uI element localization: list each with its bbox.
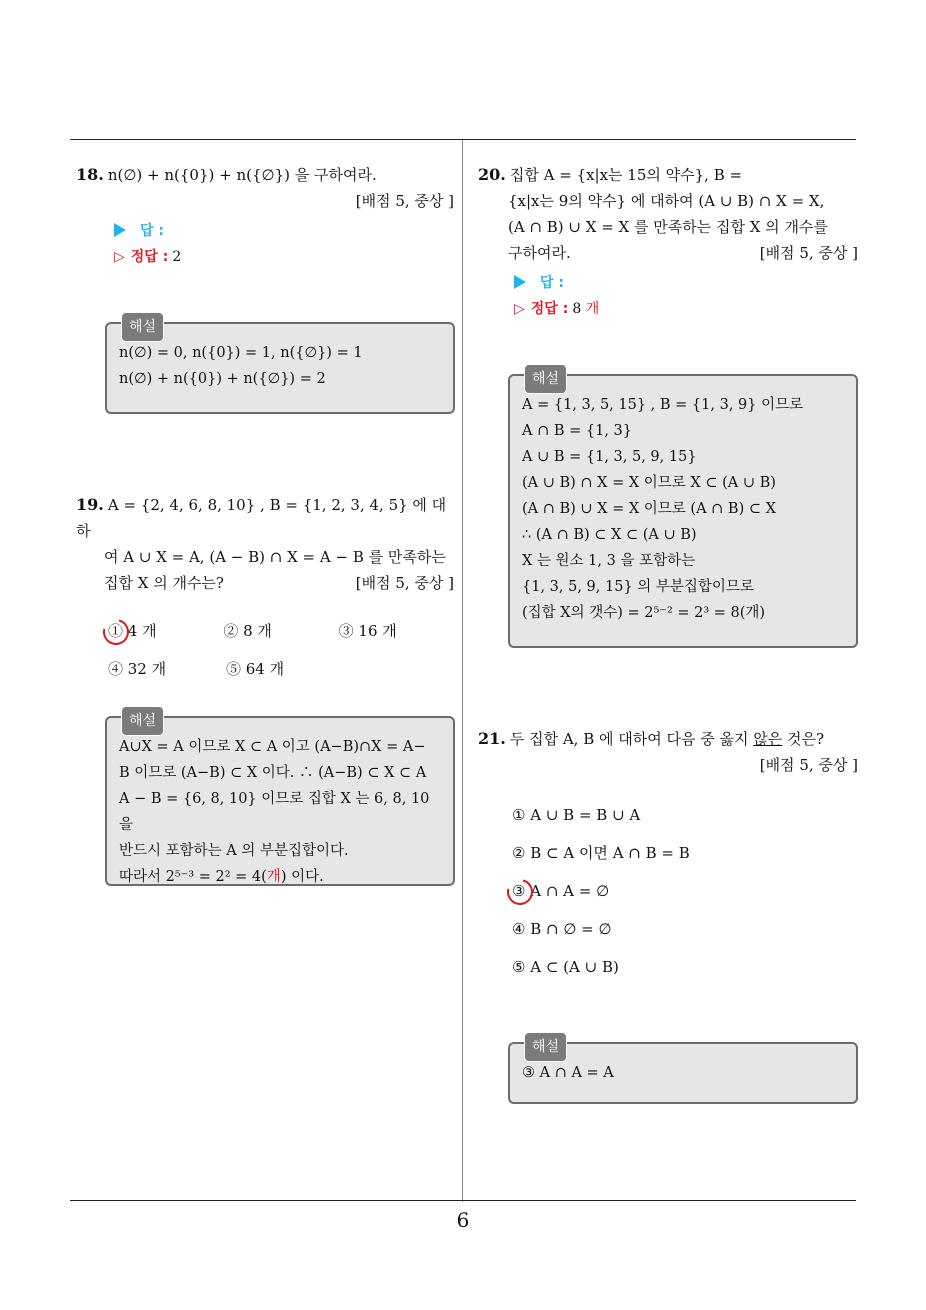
answer-line <box>514 270 858 296</box>
question-text: n(∅) + n({0}) + n({∅}) 을 구하여라. <box>107 166 377 184</box>
choice-3[interactable]: ③ A ∩ A = ∅ <box>512 878 609 904</box>
explanation-line: ∴ (A ∩ B) ⊂ X ⊂ (A ∪ B) <box>522 527 697 543</box>
question-text: {x|x는 9의 약수} 에 대하여 (A ∪ B) ∩ X = X, <box>508 192 825 210</box>
answer-label: 답 : <box>140 223 164 239</box>
choice-1[interactable]: ① A ∪ B = B ∪ A <box>512 806 641 824</box>
column-divider <box>462 140 463 1202</box>
play-icon <box>514 275 526 289</box>
explanation-box-19 <box>105 713 455 886</box>
correct-answer-line <box>114 244 454 270</box>
correct-label: 정답 : <box>530 301 569 317</box>
choice-2[interactable]: ② 8 개 <box>223 622 272 640</box>
question-20 <box>478 162 858 322</box>
correct-label: 정답 : <box>130 249 169 265</box>
explanation-line: (A ∪ B) ∩ X = X 이므로 X ⊂ (A ∪ B) <box>522 475 776 491</box>
answer-label: 답 : <box>540 275 564 291</box>
explanation-line: {1, 3, 5, 9, 15} 의 부분집합이므로 <box>522 579 754 595</box>
question-21 <box>478 726 858 992</box>
question-number: 18. <box>76 165 104 184</box>
explanation-line: (A ∩ B) ∪ X = X 이므로 (A ∩ B) ⊂ X <box>522 501 776 517</box>
play-icon <box>114 223 126 237</box>
explanation-line: 반드시 포함하는 A 의 부분집합이다. <box>119 843 349 859</box>
explanation-line: X 는 원소 1, 3 을 포함하는 <box>522 553 696 569</box>
question-18 <box>76 162 454 270</box>
explanation-tag: 해설 <box>524 1032 567 1062</box>
correct-value: 8 <box>572 301 582 317</box>
explanation-line: B 이므로 (A−B) ⊂ X 이다. ∴ (A−B) ⊂ X ⊂ A <box>119 765 427 781</box>
choice-4[interactable]: ④ B ∩ ∅ = ∅ <box>512 920 612 938</box>
choice-3[interactable]: ③ 16 개 <box>338 622 397 640</box>
correct-value: 2 <box>172 249 182 265</box>
explanation-line: A ∩ B = {1, 3} <box>522 423 632 439</box>
question-text: 집합 X 의 개수는? <box>104 574 224 592</box>
question-number: 19. <box>76 495 104 514</box>
explanation-line: A = {1, 3, 5, 15} , B = {1, 3, 9} 이므로 <box>522 397 804 413</box>
correct-unit: 개 <box>585 301 600 317</box>
selected-circle-mark <box>502 874 538 910</box>
explanation-line: 따라서 2⁵⁻³ = 2² = 4(개) 이다. <box>119 869 324 885</box>
explanation-line: ③ A ∩ A = A <box>522 1065 614 1081</box>
explanation-line: (집합 X의 갯수) = 2⁵⁻² = 2³ = 8(개) <box>522 605 766 621</box>
question-text-tail: 것은? <box>782 730 825 748</box>
question-number: 21. <box>478 729 506 748</box>
question-number: 20. <box>478 165 506 184</box>
explanation-line: A − B = {6, 8, 10} 이므로 집합 X 는 6, 8, 10 을 <box>119 791 430 833</box>
unit-highlight: 개 <box>266 869 281 885</box>
explanation-tag: 해설 <box>524 364 567 394</box>
choice-2[interactable]: ② B ⊂ A 이면 A ∩ B = B <box>512 844 690 862</box>
correct-answer-line <box>514 296 858 322</box>
top-rule <box>70 139 856 140</box>
question-meta: [배점 5, 중상 ] <box>759 756 858 774</box>
explanation-box-18 <box>105 319 455 414</box>
choice-list <box>512 802 858 992</box>
underlined-word: 않은 <box>753 730 783 748</box>
question-meta: [배점 5, 중상 ] <box>355 192 454 210</box>
choice-1[interactable]: ① 4 개 <box>108 618 157 644</box>
choice-4[interactable]: ④ 32 개 <box>108 660 167 678</box>
page-number: 6 <box>456 1208 470 1232</box>
question-text: 구하여라. <box>508 244 571 262</box>
explanation-line: n(∅) + n({0}) + n({∅}) = 2 <box>119 371 326 387</box>
question-19 <box>76 492 454 682</box>
question-text: A = {2, 4, 6, 8, 10} , B = {1, 2, 3, 4, 5} 에 대하 <box>76 496 447 540</box>
bottom-rule <box>70 1200 856 1201</box>
question-text: (A ∩ B) ∪ X = X 를 만족하는 집합 X 의 개수를 <box>508 218 828 236</box>
choice-row <box>108 656 454 682</box>
explanation-box-20 <box>508 371 858 648</box>
outline-triangle-icon: ▷ <box>114 249 125 265</box>
explanation-line: A ∪ B = {1, 3, 5, 9, 15} <box>522 449 697 465</box>
explanation-line: A∪X = A 이므로 X ⊂ A 이고 (A−B)∩X = A− <box>119 739 426 755</box>
question-meta: [배점 5, 중상 ] <box>759 244 858 262</box>
outline-triangle-icon: ▷ <box>514 301 525 317</box>
explanation-line: n(∅) = 0, n({0}) = 1, n({∅}) = 1 <box>119 345 363 361</box>
choice-5[interactable]: ⑤ 64 개 <box>226 660 285 678</box>
question-text: 집합 A = {x|x는 15의 약수}, B = <box>509 166 743 184</box>
question-text: 여 A ∪ X = A, (A − B) ∩ X = A − B 를 만족하는 <box>104 548 446 566</box>
question-text: 두 집합 A, B 에 대하여 다음 중 옳지 <box>509 730 754 748</box>
choice-5[interactable]: ⑤ A ⊂ (A ∪ B) <box>512 958 619 976</box>
choice-row <box>108 618 454 644</box>
explanation-tag: 해설 <box>121 706 164 736</box>
answer-line <box>114 218 454 244</box>
explanation-tag: 해설 <box>121 312 164 342</box>
question-meta: [배점 5, 중상 ] <box>355 574 454 592</box>
explanation-box-21 <box>508 1039 858 1104</box>
selected-circle-mark <box>98 614 134 650</box>
